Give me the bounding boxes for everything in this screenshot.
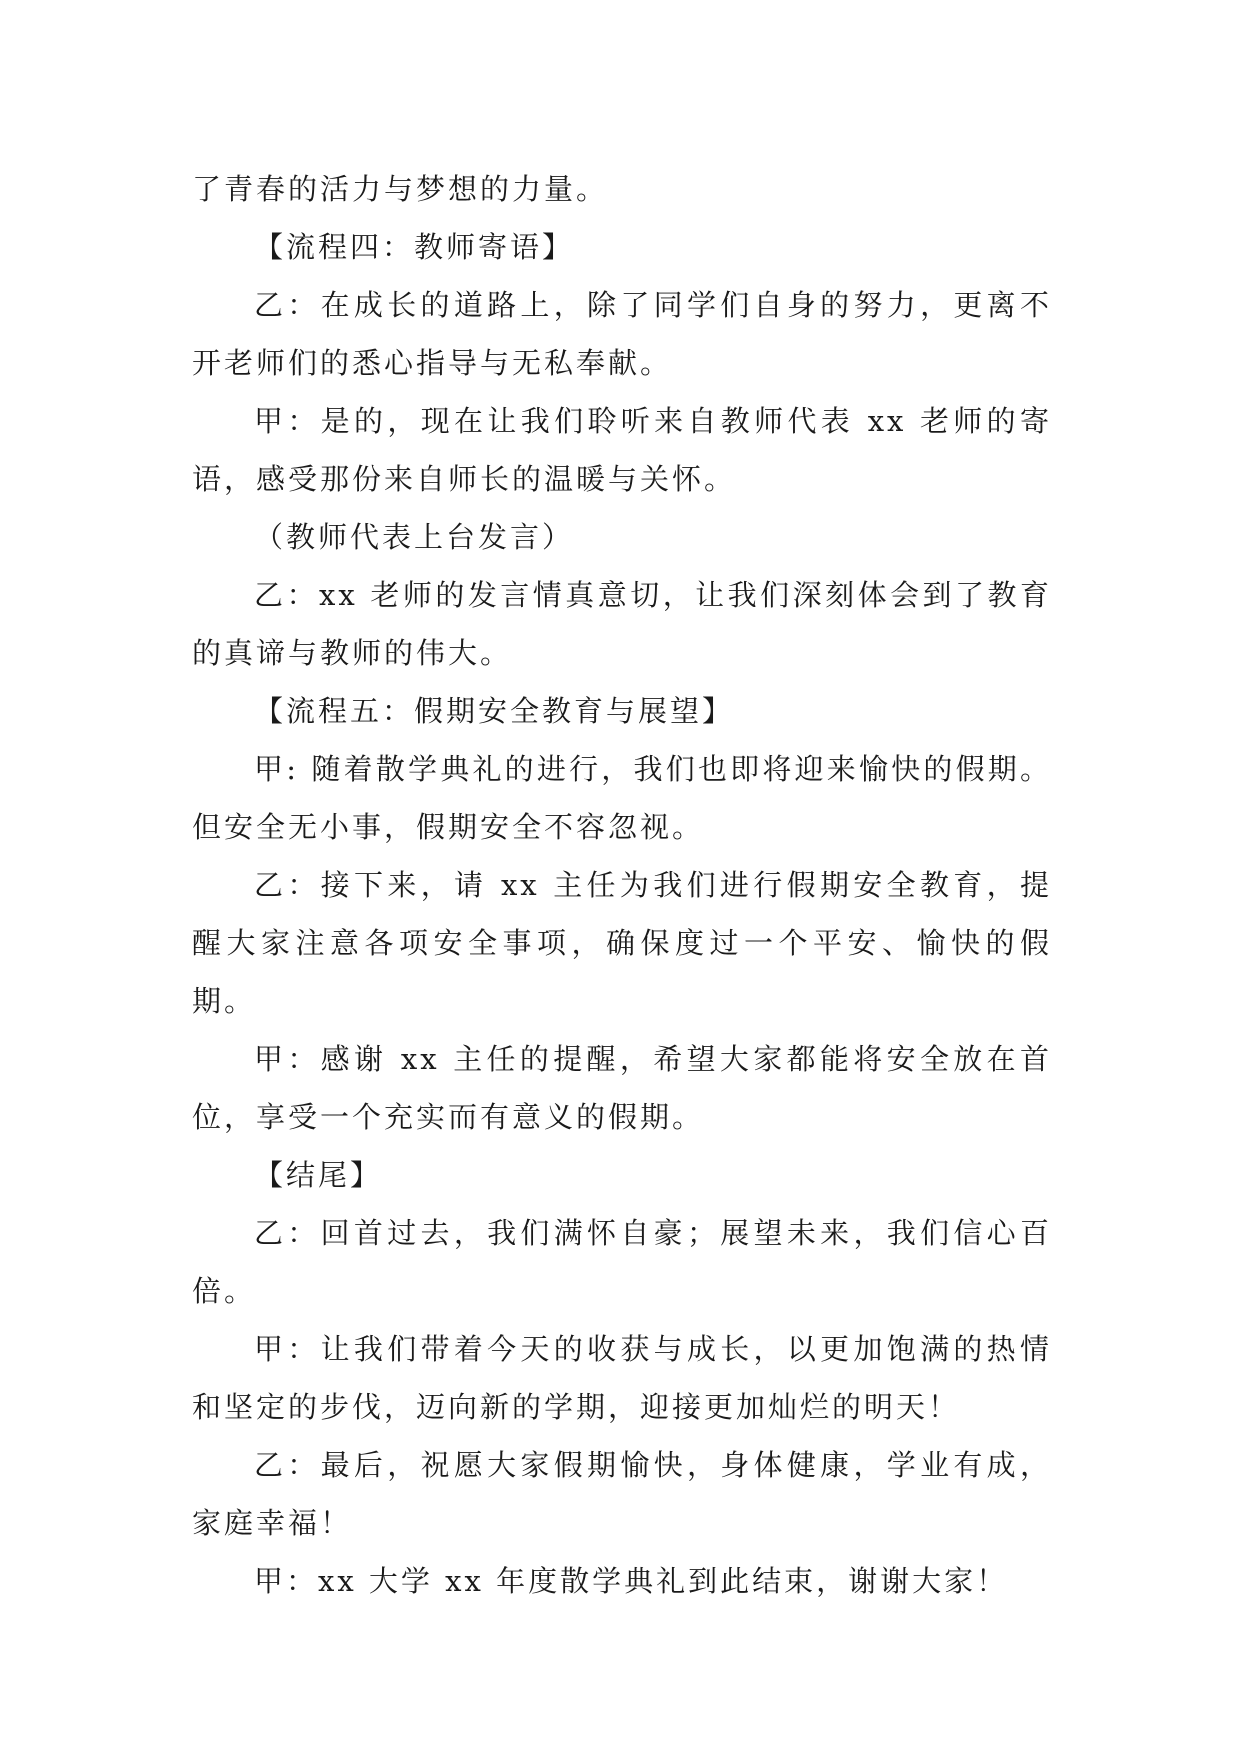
document-body — [192, 160, 1052, 1610]
paragraph: 乙：xx 老师的发言情真意切，让我们深刻体会到了教育的真谛与教师的伟大。 — [192, 578, 1052, 670]
section-heading-process-five: 【流程五：假期安全教育与展望】 — [254, 694, 735, 728]
paragraph: 乙：接下来，请 xx 主任为我们进行假期安全教育，提醒大家注意各项安全事项，确保度过一个平安、愉快的假期。 — [192, 868, 1052, 1018]
paragraph: 甲：感谢 xx 主任的提醒，希望大家都能将安全放在首位，享受一个充实而有意义的假期。 — [192, 1042, 1052, 1134]
paragraph: 乙：在成长的道路上，除了同学们自身的努力，更离不开老师们的悉心指导与无私奉献。 — [192, 288, 1052, 380]
paragraph: 甲：是的，现在让我们聆听来自教师代表 xx 老师的寄语，感受那份来自师长的温暖与关怀。 — [192, 404, 1052, 496]
paragraph-continuation: 了青春的活力与梦想的力量。 — [192, 172, 609, 206]
paragraph: 甲: 随着散学典礼的进行，我们也即将迎来愉快的假期。但安全无小事，假期安全不容忽视。 — [192, 752, 1052, 844]
paragraph: 甲：让我们带着今天的收获与成长，以更加饱满的热情和坚定的步伐，迈向新的学期，迎接更加灿烂的明天！ — [192, 1332, 1052, 1424]
stage-direction: （教师代表上台发言） — [254, 520, 575, 554]
section-heading-process-four: 【流程四：教师寄语】 — [254, 230, 575, 264]
paragraph-closing: 甲：xx 大学 xx 年度散学典礼到此结束，谢谢大家！ — [254, 1564, 1009, 1598]
paragraph: 乙：回首过去，我们满怀自豪；展望未来，我们信心百倍。 — [192, 1216, 1052, 1308]
section-heading-ending: 【结尾】 — [254, 1158, 383, 1192]
paragraph: 乙：最后，祝愿大家假期愉快，身体健康，学业有成，家庭幸福！ — [192, 1448, 1052, 1540]
